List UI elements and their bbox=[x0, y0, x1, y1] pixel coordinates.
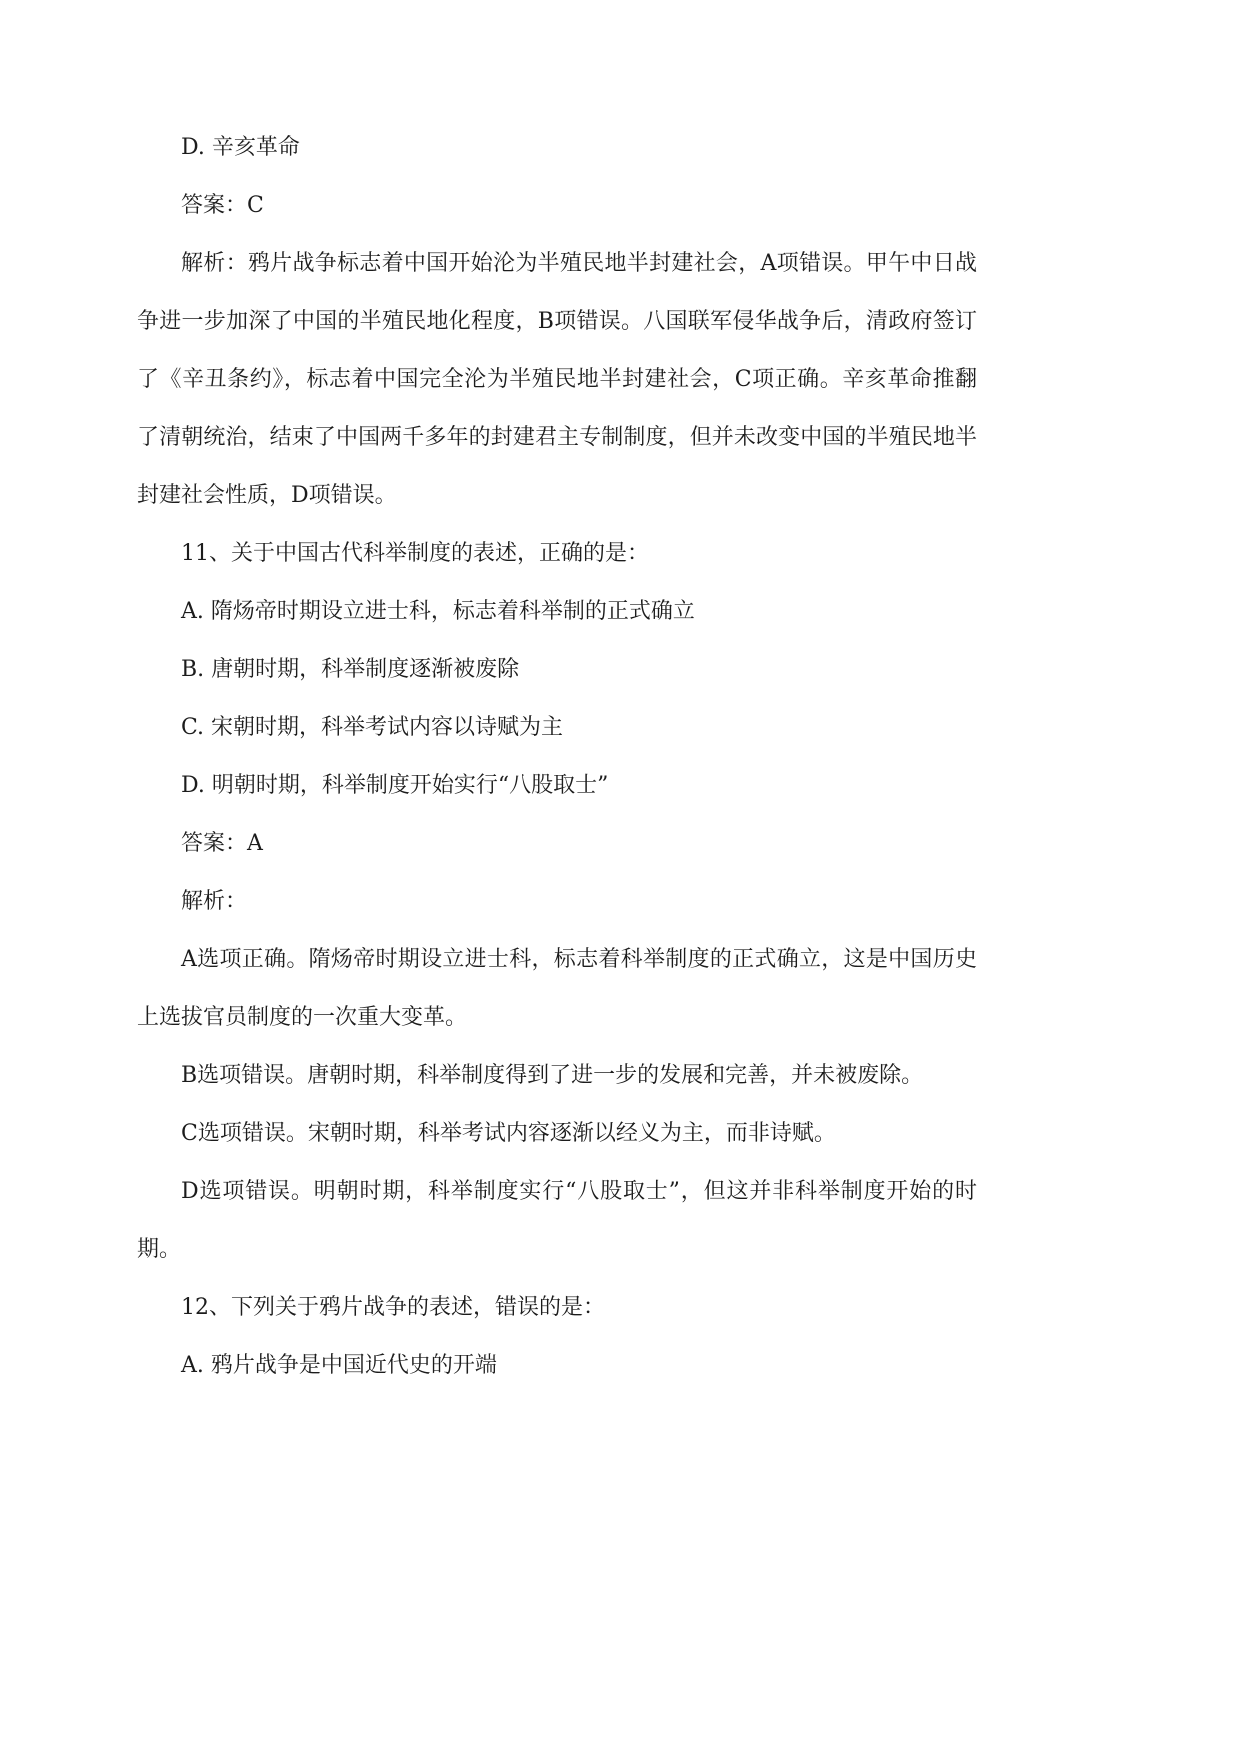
q11-option-d: D. 明朝时期，科举制度开始实行“八股取士” bbox=[181, 773, 609, 798]
q11-analysis-a: 上选拔官员制度的一次重大变革。 bbox=[137, 1005, 468, 1030]
q12-stem: 12、下列关于鸦片战争的表述，错误的是： bbox=[181, 1295, 605, 1320]
q11-analysis-a: A选项正确。隋炀帝时期设立进士科，标志着科举制度的正式确立，这是中国历史 bbox=[181, 947, 977, 972]
q10-answer: 答案：C bbox=[181, 193, 264, 218]
q11-option-a: A. 隋炀帝时期设立进士科，标志着科举制的正式确立 bbox=[181, 599, 695, 624]
q10-analysis-line: 解析：鸦片战争标志着中国开始沦为半殖民地半封建社会，A项错误。甲午中日战 bbox=[181, 251, 977, 276]
q11-analysis-d: 期。 bbox=[137, 1237, 182, 1262]
q10-analysis-line: 了《辛丑条约》，标志着中国完全沦为半殖民地半封建社会，C项正确。辛亥革命推翻 bbox=[137, 367, 977, 392]
q11-analysis-c: C选项错误。宋朝时期，科举考试内容逐渐以经义为主，而非诗赋。 bbox=[181, 1121, 836, 1146]
q10-analysis-line: 封建社会性质，D项错误。 bbox=[137, 483, 397, 508]
q11-stem: 11、关于中国古代科举制度的表述，正确的是： bbox=[181, 541, 649, 566]
q10-analysis-line: 争进一步加深了中国的半殖民地化程度，B项错误。八国联军侵华战争后，清政府签订 bbox=[137, 309, 977, 334]
q12-option-a: A. 鸦片战争是中国近代史的开端 bbox=[181, 1353, 497, 1378]
q11-analysis-b: B选项错误。唐朝时期，科举制度得到了进一步的发展和完善，并未被废除。 bbox=[181, 1063, 924, 1088]
q10-analysis-line: 了清朝统治，结束了中国两千多年的封建君主专制制度，但并未改变中国的半殖民地半 bbox=[137, 425, 977, 450]
q11-option-b: B. 唐朝时期，科举制度逐渐被废除 bbox=[181, 657, 520, 682]
q11-analysis-label: 解析： bbox=[181, 889, 248, 914]
q11-option-c: C. 宋朝时期，科举考试内容以诗赋为主 bbox=[181, 715, 564, 740]
q11-answer: 答案：A bbox=[181, 831, 263, 856]
q10-option-d: D. 辛亥革命 bbox=[181, 135, 300, 160]
document-body bbox=[137, 119, 977, 1395]
q11-analysis-d: D选项错误。明朝时期，科举制度实行“八股取士”，但这并非科举制度开始的时 bbox=[181, 1179, 977, 1204]
